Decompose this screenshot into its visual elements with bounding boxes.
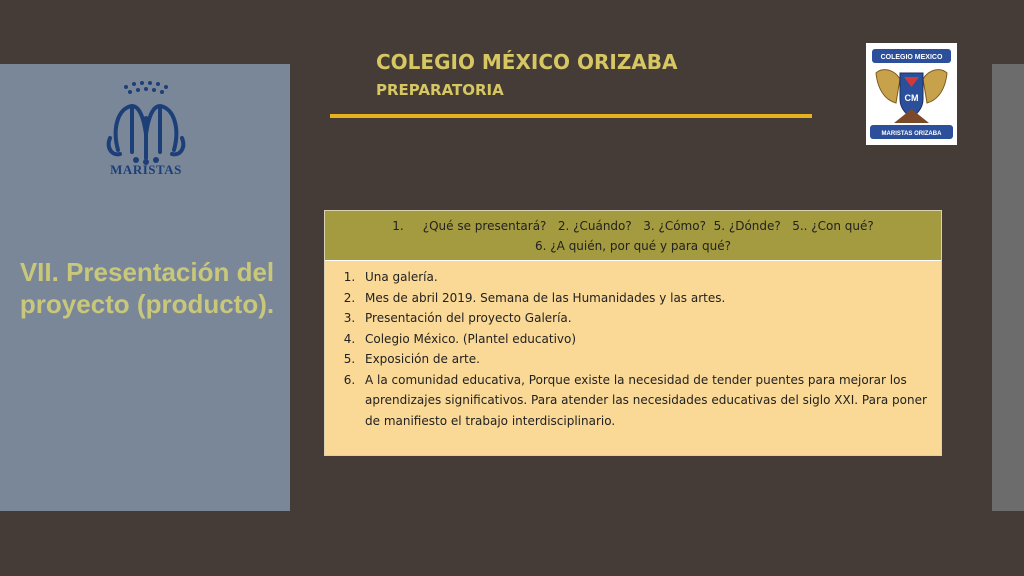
right-strip — [992, 64, 1024, 511]
list-item: 1. Una galería. — [359, 267, 929, 288]
school-crest — [866, 43, 957, 145]
school-subtitle: PREPARATORIA — [376, 81, 504, 99]
questions-table — [324, 210, 942, 456]
answer-list — [335, 267, 929, 431]
list-item: 5. Exposición de arte. — [359, 349, 929, 370]
crest-top-text: COLEGIO MEXICO — [880, 54, 943, 61]
list-item: 4. Colegio México. (Plantel educativo) — [359, 329, 929, 350]
crest-eagle-icon — [866, 43, 957, 145]
table-header-line2: 6. ¿A quién, por qué y para qué? — [535, 239, 731, 253]
crest-initials: CM — [904, 93, 919, 103]
section-title: VII. Presentación del proyecto (producto). — [19, 257, 275, 319]
table-header — [325, 211, 941, 261]
table-header-line1: 1. ¿Qué se presentará? 2. ¿Cuándo? 3. ¿Cómo? 5. ¿Dónde? 5.. ¿Con qué? — [392, 219, 874, 233]
list-item: 6. A la comunidad educativa, Porque existe la necesidad de tender puentes para mejorar los aprendizajes significativos. Para atender las necesidades educativas del siglo XXI. Para poner de manifiesto el trabajo interdisciplinario. — [359, 370, 929, 432]
maristas-logo-text: MARISTAS — [110, 162, 182, 177]
list-item: 2. Mes de abril 2019. Semana de las Humanidades y las artes. — [359, 288, 929, 309]
crest-bottom-text: MARISTAS ORIZABA — [881, 131, 942, 137]
title-underline — [330, 114, 812, 118]
school-name: COLEGIO MÉXICO ORIZABA — [376, 50, 678, 74]
table-body — [325, 261, 941, 431]
list-item: 3. Presentación del proyecto Galería. — [359, 308, 929, 329]
